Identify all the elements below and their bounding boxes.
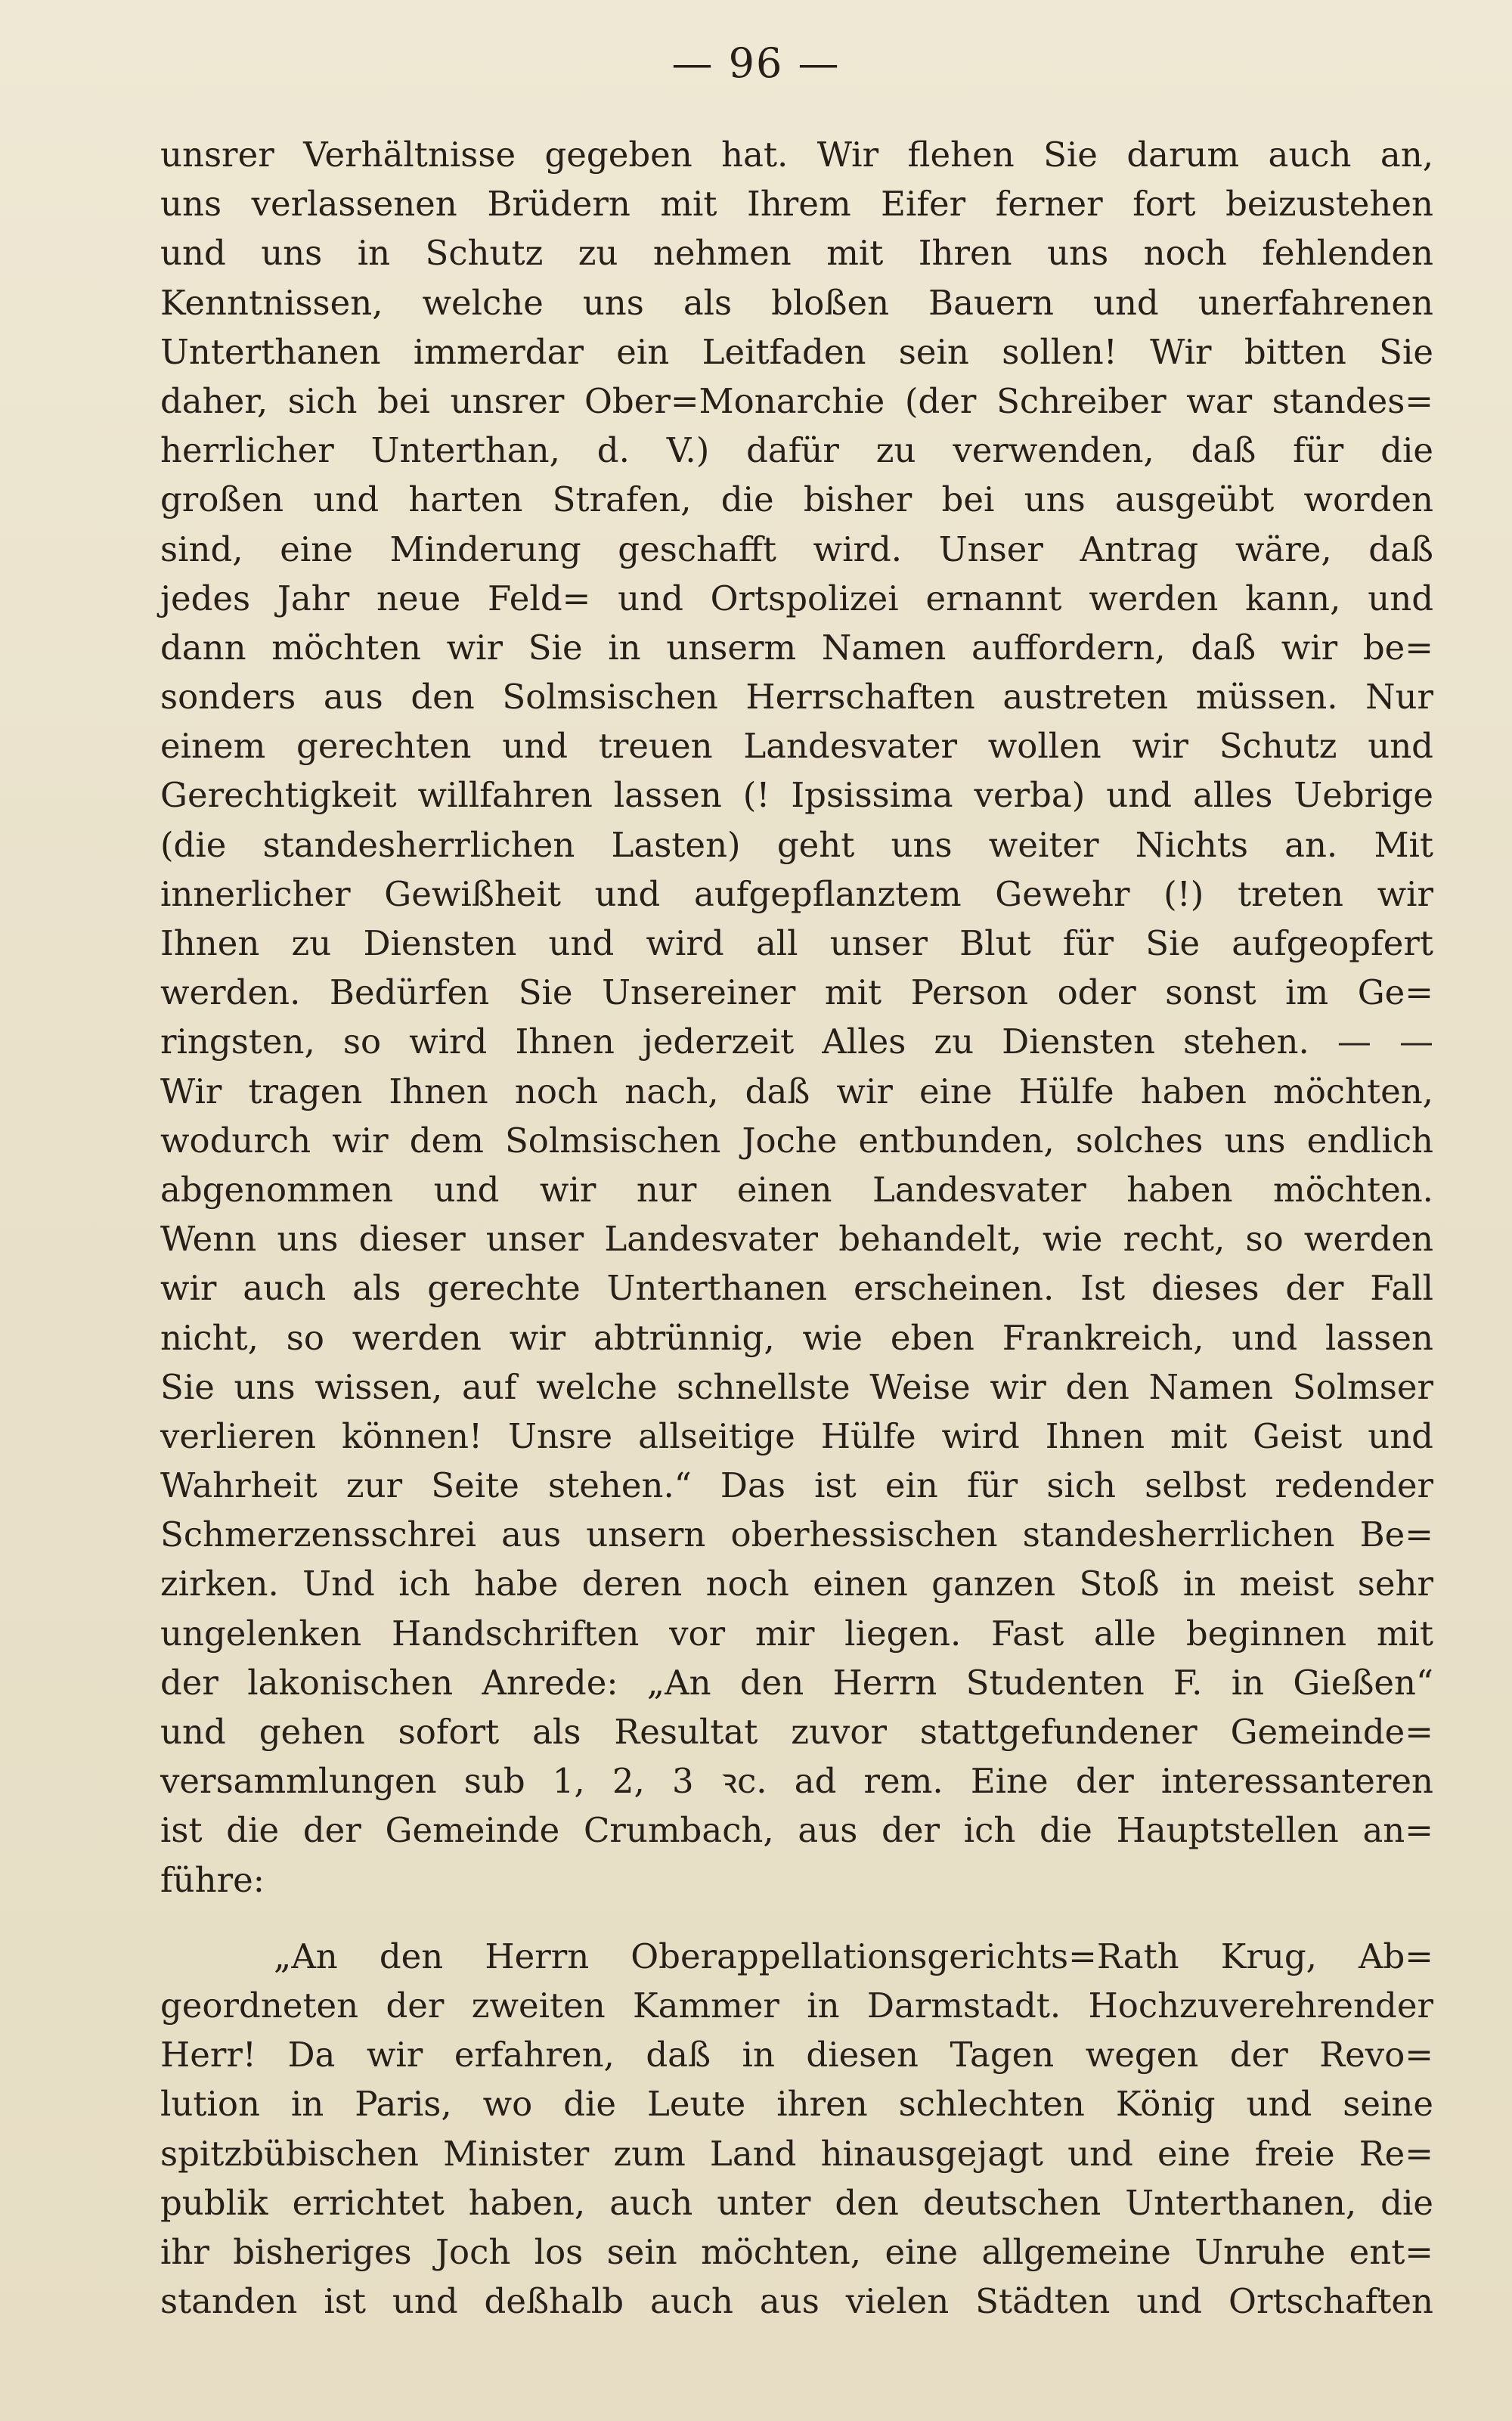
paragraph-crumbach-letter (160, 1932, 1433, 2326)
text-line: Unterthanen immerdar ein Leitfaden sein sollen! Wir bitten Sie (160, 331, 1433, 372)
text-line: ungelenken Handschriften vor mir liegen. Fast alle beginnen mit (160, 1613, 1433, 1654)
text-line: geordneten der zweiten Kammer in Darmstadt. Hochzuverehrender (160, 1985, 1433, 2026)
text-line: Ihnen zu Diensten und wird all unser Blut für Sie aufgeopfert (160, 923, 1433, 963)
text-line: sonders aus den Solmsischen Herrschaften austreten müssen. Nur (160, 677, 1433, 718)
text-line: spitzbübischen Minister zum Land hinausgejagt und eine freie Re= (160, 2133, 1433, 2174)
text-line: Kenntnissen, welche uns als bloßen Bauern und unerfahrenen (160, 282, 1433, 323)
text-line: Gerechtigkeit willfahren lassen (! Ipsissima verba) und alles Uebrige (160, 775, 1433, 816)
text-line: Sie uns wissen, auf welche schnellste Weise wir den Namen Solmser (160, 1366, 1433, 1407)
text-line: publik errichtet haben, auch unter den deutschen Unterthanen, die (160, 2182, 1433, 2223)
text-line: führe: (160, 1859, 265, 1900)
text-line: ringsten, so wird Ihnen jederzeit Alles zu Diensten stehen. — — (160, 1021, 1433, 1062)
text-line: ihr bisheriges Joch los sein möchten, eine allgemeine Unruhe ent= (160, 2231, 1433, 2272)
text-line: wodurch wir dem Solmsischen Joche entbunden, solches uns endlich (160, 1120, 1433, 1161)
text-line: sind, eine Minderung geschafft wird. Unser Antrag wäre, daß (160, 529, 1433, 569)
text-line: unsrer Verhältnisse gegeben hat. Wir flehen Sie darum auch an, (160, 135, 1433, 175)
text-line: Wenn uns dieser unser Landesvater behandelt, wie recht, so werden (160, 1219, 1433, 1260)
text-line: großen und harten Strafen, die bisher bei uns ausgeübt worden (160, 479, 1433, 520)
text-line: und uns in Schutz zu nehmen mit Ihren uns noch fehlenden (160, 233, 1433, 274)
text-line: und gehen sofort als Resultat zuvor stattgefundener Gemeinde= (160, 1712, 1433, 1752)
text-line: dann möchten wir Sie in unserm Namen auffordern, daß wir be= (160, 627, 1433, 668)
text-line: Wir tragen Ihnen noch nach, daß wir eine Hülfe haben möchten, (160, 1071, 1433, 1111)
text-line: jedes Jahr neue Feld= und Ortspolizei ernannt werden kann, und (160, 578, 1433, 618)
text-line: zirken. Und ich habe deren noch einen ganzen Stoß in meist sehr (160, 1564, 1433, 1604)
paragraph-letter-continuation (160, 130, 1433, 1905)
text-line: standen ist und deßhalb auch aus vielen Städten und Ortschaften (160, 2281, 1433, 2322)
text-line: der lakonischen Anrede: „An den Herrn Studenten F. in Gießen“ (160, 1662, 1433, 1703)
text-line: daher, sich bei unsrer Ober=Monarchie (der Schreiber war standes= (160, 380, 1433, 421)
text-line: abgenommen und wir nur einen Landesvater haben möchten. (160, 1169, 1433, 1210)
text-line: verlieren können! Unsre allseitige Hülfe wird Ihnen mit Geist und (160, 1415, 1433, 1456)
text-line: „An den Herrn Oberappellationsgerichts=Rath Krug, Ab= (274, 1936, 1433, 1976)
text-line: Wahrheit zur Seite stehen.“ Das ist ein für sich selbst redender (160, 1465, 1433, 1506)
text-line: innerlicher Gewißheit und aufgepflanztem Gewehr (!) treten wir (160, 873, 1433, 914)
text-line: nicht, so werden wir abtrünnig, wie eben Frankreich, und lassen (160, 1317, 1433, 1358)
text-line: Herr! Da wir erfahren, daß in diesen Tagen wegen der Revo= (160, 2035, 1433, 2075)
paragraph-gap (160, 1905, 1433, 1932)
page-number: — 96 — (671, 39, 841, 87)
text-line: werden. Bedürfen Sie Unsereiner mit Person oder sonst im Ge= (160, 972, 1433, 1013)
text-line: Schmerzensschrei aus unsern oberhessischen standesherrlichen Be= (160, 1514, 1433, 1555)
text-line: versammlungen sub 1, 2, 3 ꝛc. ad rem. Eine der interessanteren (160, 1761, 1433, 1802)
text-line: lution in Paris, wo die Leute ihren schlechten König und seine (160, 2084, 1433, 2125)
text-line: herrlicher Unterthan, d. V.) dafür zu verwenden, daß für die (160, 430, 1433, 471)
text-line: wir auch als gerechte Unterthanen erscheinen. Ist dieses der Fall (160, 1268, 1433, 1309)
text-line: ist die der Gemeinde Crumbach, aus der ich die Hauptstellen an= (160, 1810, 1433, 1851)
text-line: uns verlassenen Brüdern mit Ihrem Eifer ferner fort beizustehen (160, 184, 1433, 225)
text-line: einem gerechten und treuen Landesvater wollen wir Schutz und (160, 726, 1433, 767)
body-text (160, 130, 1433, 2326)
text-line: (die standesherrlichen Lasten) geht uns weiter Nichts an. Mit (160, 824, 1433, 865)
